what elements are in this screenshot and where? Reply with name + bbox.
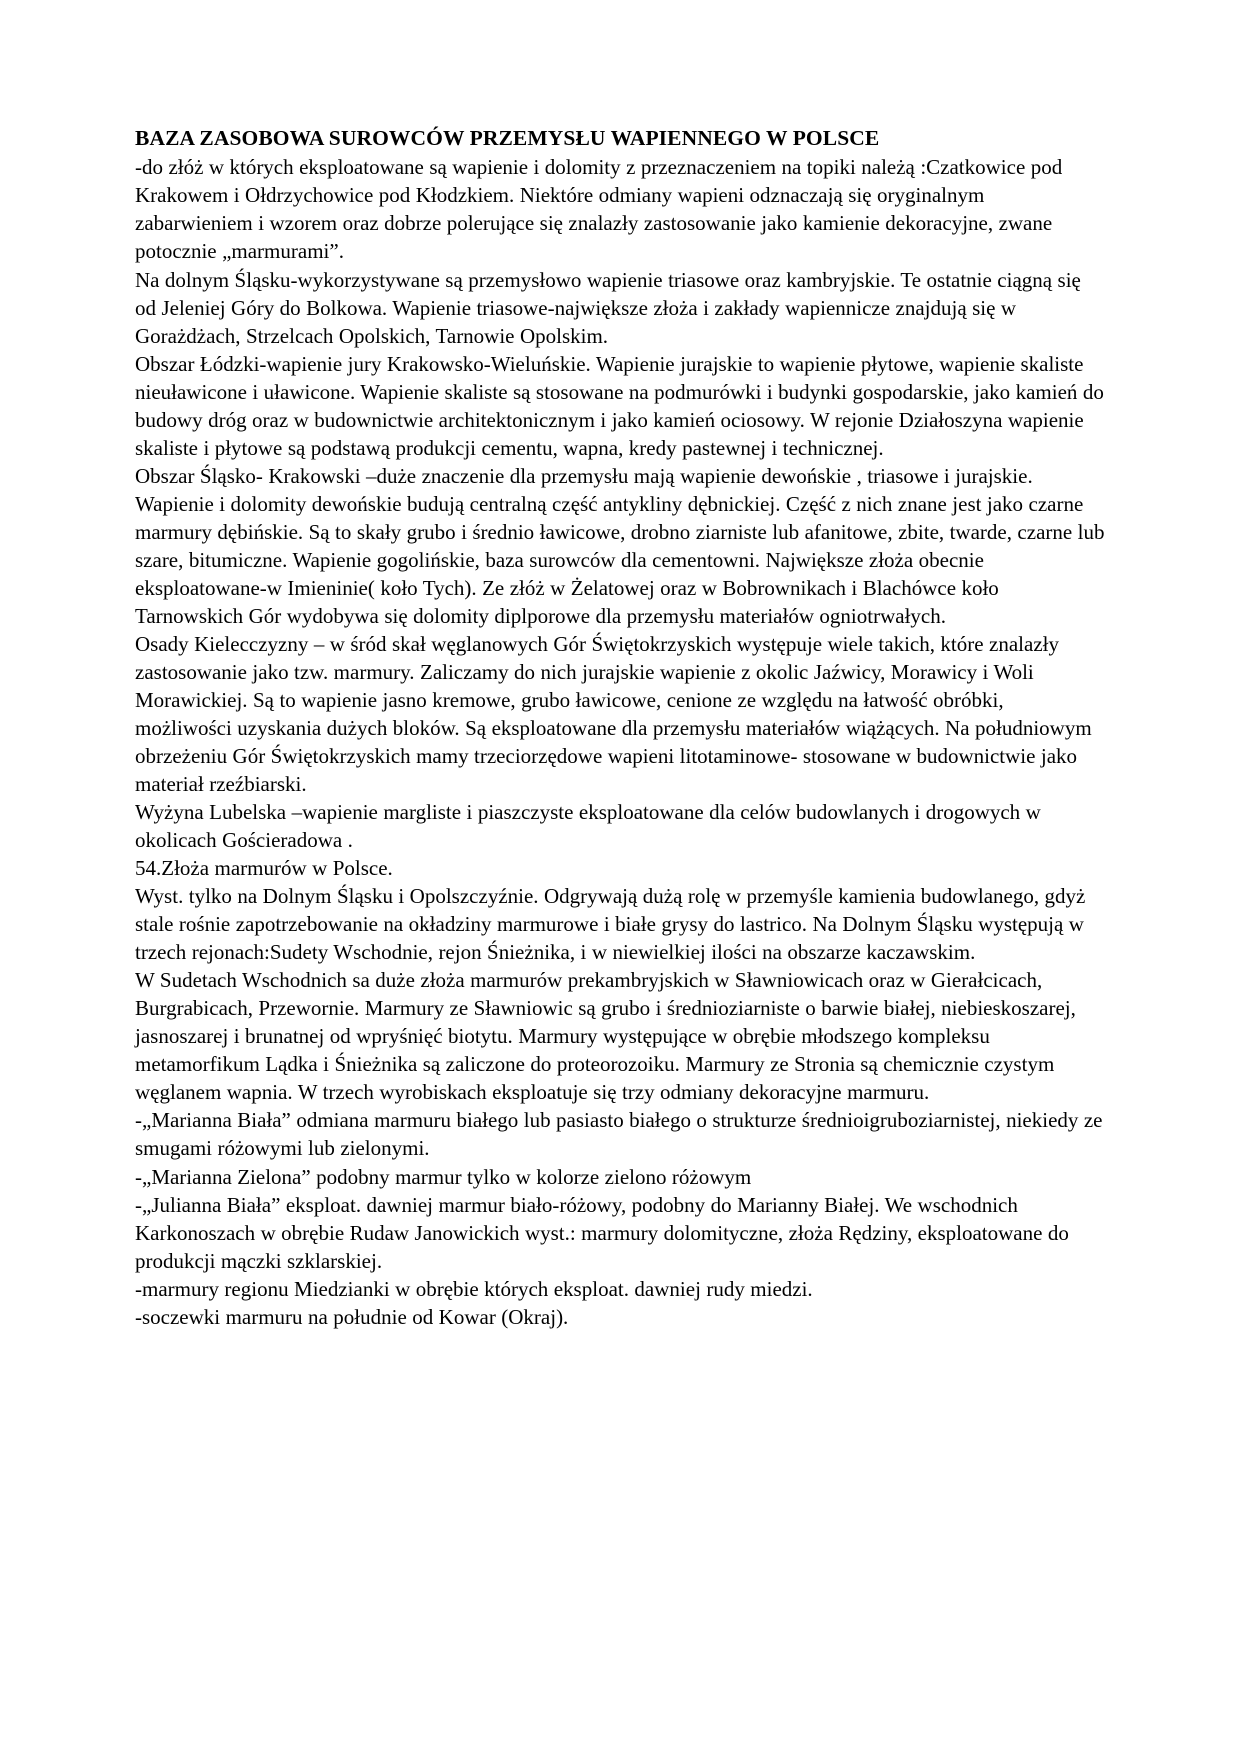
paragraph-8: Wyst. tylko na Dolnym Śląsku i Opolszczyźnie. Odgrywają dużą rolę w przemyśle kamienia budowlanego, gdyż stale rośnie zapotrzebowanie na okładziny marmurowe i białe grysy do lastrico. Na Dolnym Śląsku występują w trzech rejonach:Sudety Wschodnie, rejon Śnieżnika, i w niewielkiej ilości na obszarze kaczawskim. [135,884,1086,965]
page-title: BAZA ZASOBOWA SUROWCÓW PRZEMYSŁU WAPIENNEGO W POLSCE [135,126,880,150]
paragraph-1: -do złóż w których eksploatowane są wapienie i dolomity z przeznaczeniem na topiki należą :Czatkowice pod Krakowem i Ołdrzychowice pod Kłodzkiem. Niektóre odmiany wapieni odznaczają się oryginalnym zabarwieniem i wzorem oraz dobrze polerujące się znalazły zastosowanie jako kamienie dekoracyjne, zwane potocznie „marmurami”. [135,155,1063,264]
paragraph-2: Na dolnym Śląsku-wykorzystywane są przemysłowo wapienie triasowe oraz kambryjskie. Te ostatnie ciągną się od Jeleniej Góry do Bolkowa. Wapienie triasowe-największe złoża i zakłady wapiennicze znajdują się w Gorażdżach, Strzelcach Opolskich, Tarnowie Opolskim. [135,267,1081,348]
paragraph-11: -„Marianna Zielona” podobny marmur tylko w kolorze zielono różowym [135,1164,752,1189]
paragraph-3: Obszar Łódzki-wapienie jury Krakowsko-Wieluńskie. Wapienie jurajskie to wapienie płytowe, wapienie skaliste nieuławicone i uławicone. Wapienie skaliste są stosowane na podmurówki i budynki gospodarskie, jako kamień do budowy dróg oraz w budownictwie architektonicznym i jako kamień ociosowy. W rejonie Działoszyna wapienie skaliste i płytowe są podstawą produkcji cementu, wapna, kredy pastewnej i technicznej. [135,351,1104,460]
paragraph-9: W Sudetach Wschodnich sa duże złoża marmurów prekambryjskich w Sławniowicach oraz w Gierałcicach, Burgrabicach, Przewornie. Marmury ze Sławniowic są grubo i średnioziarniste o barwie białej, niebieskoszarej, jasnoszarej i brunatnej od wpryśnięć biotytu. Marmury występujące w obrębie młodszego kompleksu metamorfikum Lądka i Śnieżnika są zaliczone do proteorozoiku. Marmury ze Stronia są chemicznie czystym węglanem wapnia. W trzech wyrobiskach eksploatuje się trzy odmiany dekoracyjne marmuru. [135,968,1076,1105]
paragraph-12: -„Julianna Biała” eksploat. dawniej marmur biało-różowy, podobny do Marianny Białej. We wschodnich Karkonoszach w obrębie Rudaw Janowickich wyst.: marmury dolomityczne, złoża Rędziny, eksploatowane do produkcji mączki szklarskiej. [135,1192,1069,1273]
paragraph-14: -soczewki marmuru na południe od Kowar (Okraj). [135,1304,569,1329]
paragraph-5: Osady Kielecczyzny – w śród skał węglanowych Gór Świętokrzyskich występuje wiele takich, które znalazły zastosowanie jako tzw. marmury. Zaliczamy do nich jurajskie wapienie z okolic Jaźwicy, Morawicy i Woli Morawickiej. Są to wapienie jasno kremowe, grubo ławicowe, cenione ze względu na łatwość obróbki, możliwości uzyskania dużych bloków. Są eksploatowane dla przemysłu materiałów wiążących. Na południowym obrzeżeniu Gór Świętokrzyskich mamy trzeciorzędowe wapieni litotaminowe- stosowane w budownictwie jako materiał rzeźbiarski. [135,631,1092,797]
paragraph-4: Obszar Śląsko- Krakowski –duże znaczenie dla przemysłu mają wapienie dewońskie , triasowe i jurajskie. Wapienie i dolomity dewońskie budują centralną część antykliny dębnickiej. Część z nich znane jest jako czarne marmury dębińskie. Są to skały grubo i średnio ławicowe, drobno ziarniste lub afanitowe, zbite, twarde, czarne lub szare, bitumiczne. Wapienie gogolińskie, baza surowców dla cementowni. Największe złoża obecnie eksploatowane-w Imieninie( koło Tych). Ze złóż w Żelatowej oraz w Bobrownikach i Blachówce koło Tarnowskich Gór wydobywa się dolomity diplporowe dla przemysłu materiałów ogniotrwałych. [135,463,1105,628]
paragraph-7: 54.Złoża marmurów w Polsce. [135,856,393,881]
paragraph-13: -marmury regionu Miedzianki w obrębie których eksploat. dawniej rudy miedzi. [135,1276,813,1301]
paragraph-10: -„Marianna Biała” odmiana marmuru białego lub pasiasto białego o strukturze średnioigruboziarnistej, niekiedy ze smugami różowymi lub zielonymi. [135,1108,1103,1161]
paragraph-6: Wyżyna Lubelska –wapienie margliste i piaszczyste eksploatowane dla celów budowlanych i drogowych w okolicach Gościeradowa . [135,800,1041,853]
